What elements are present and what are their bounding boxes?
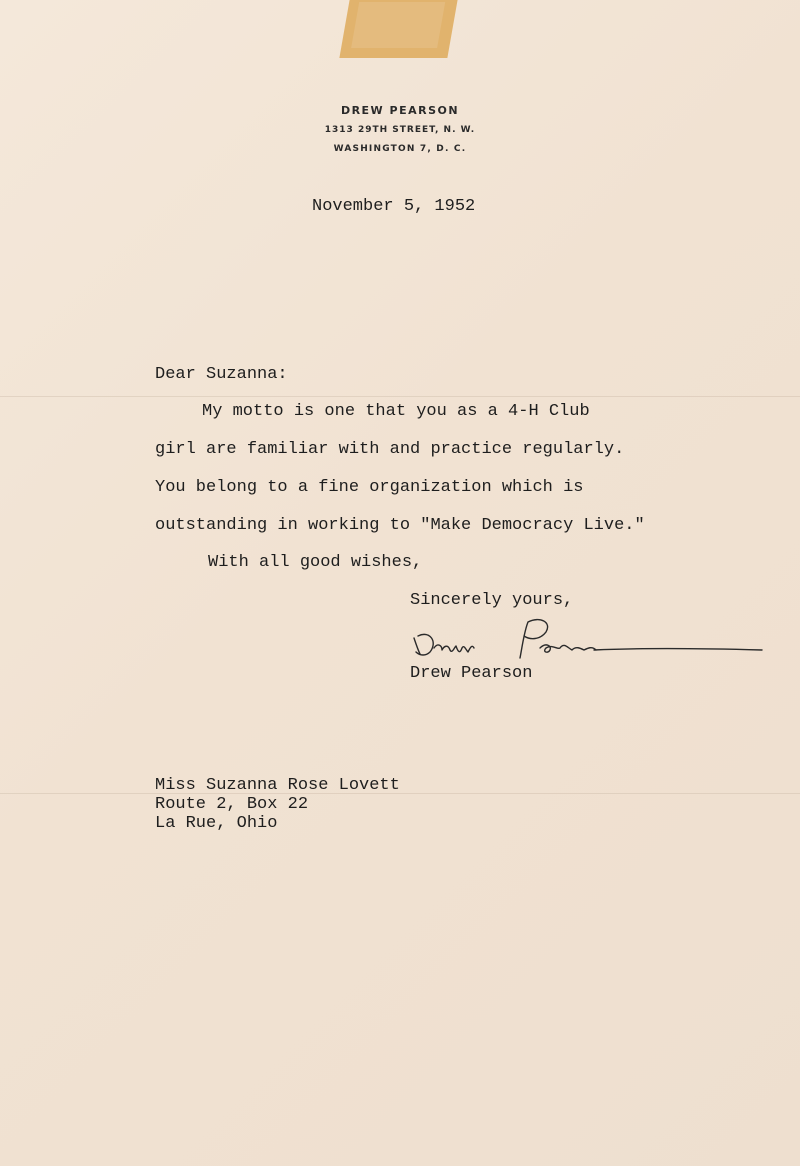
- letter-date: November 5, 1952: [312, 197, 476, 216]
- recipient-name: Miss Suzanna Rose Lovett: [155, 776, 400, 795]
- body-line: My motto is one that you as a 4-H Club: [202, 402, 590, 421]
- recipient-city: La Rue, Ohio: [155, 814, 278, 833]
- paper-fold-line: [0, 396, 800, 397]
- salutation: Dear Suzanna:: [155, 365, 288, 384]
- handwritten-signature: [408, 608, 768, 668]
- closing-wishes: With all good wishes,: [208, 553, 423, 572]
- valediction: Sincerely yours,: [410, 591, 574, 610]
- body-line: outstanding in working to "Make Democracy Live.": [155, 516, 645, 535]
- paper-fold-line: [0, 793, 800, 794]
- body-line: You belong to a fine organization which is: [155, 478, 584, 497]
- letterhead-address-line1: 1313 29TH STREET, N. W.: [324, 125, 476, 135]
- adhesive-tape: [339, 0, 458, 58]
- body-line: girl are familiar with and practice regularly.: [155, 440, 625, 459]
- letterhead-address-line2: WASHINGTON 7, D. C.: [333, 144, 467, 154]
- letterhead-name: DREW PEARSON: [340, 104, 460, 117]
- signer-name: Drew Pearson: [410, 664, 533, 683]
- recipient-street: Route 2, Box 22: [155, 795, 309, 814]
